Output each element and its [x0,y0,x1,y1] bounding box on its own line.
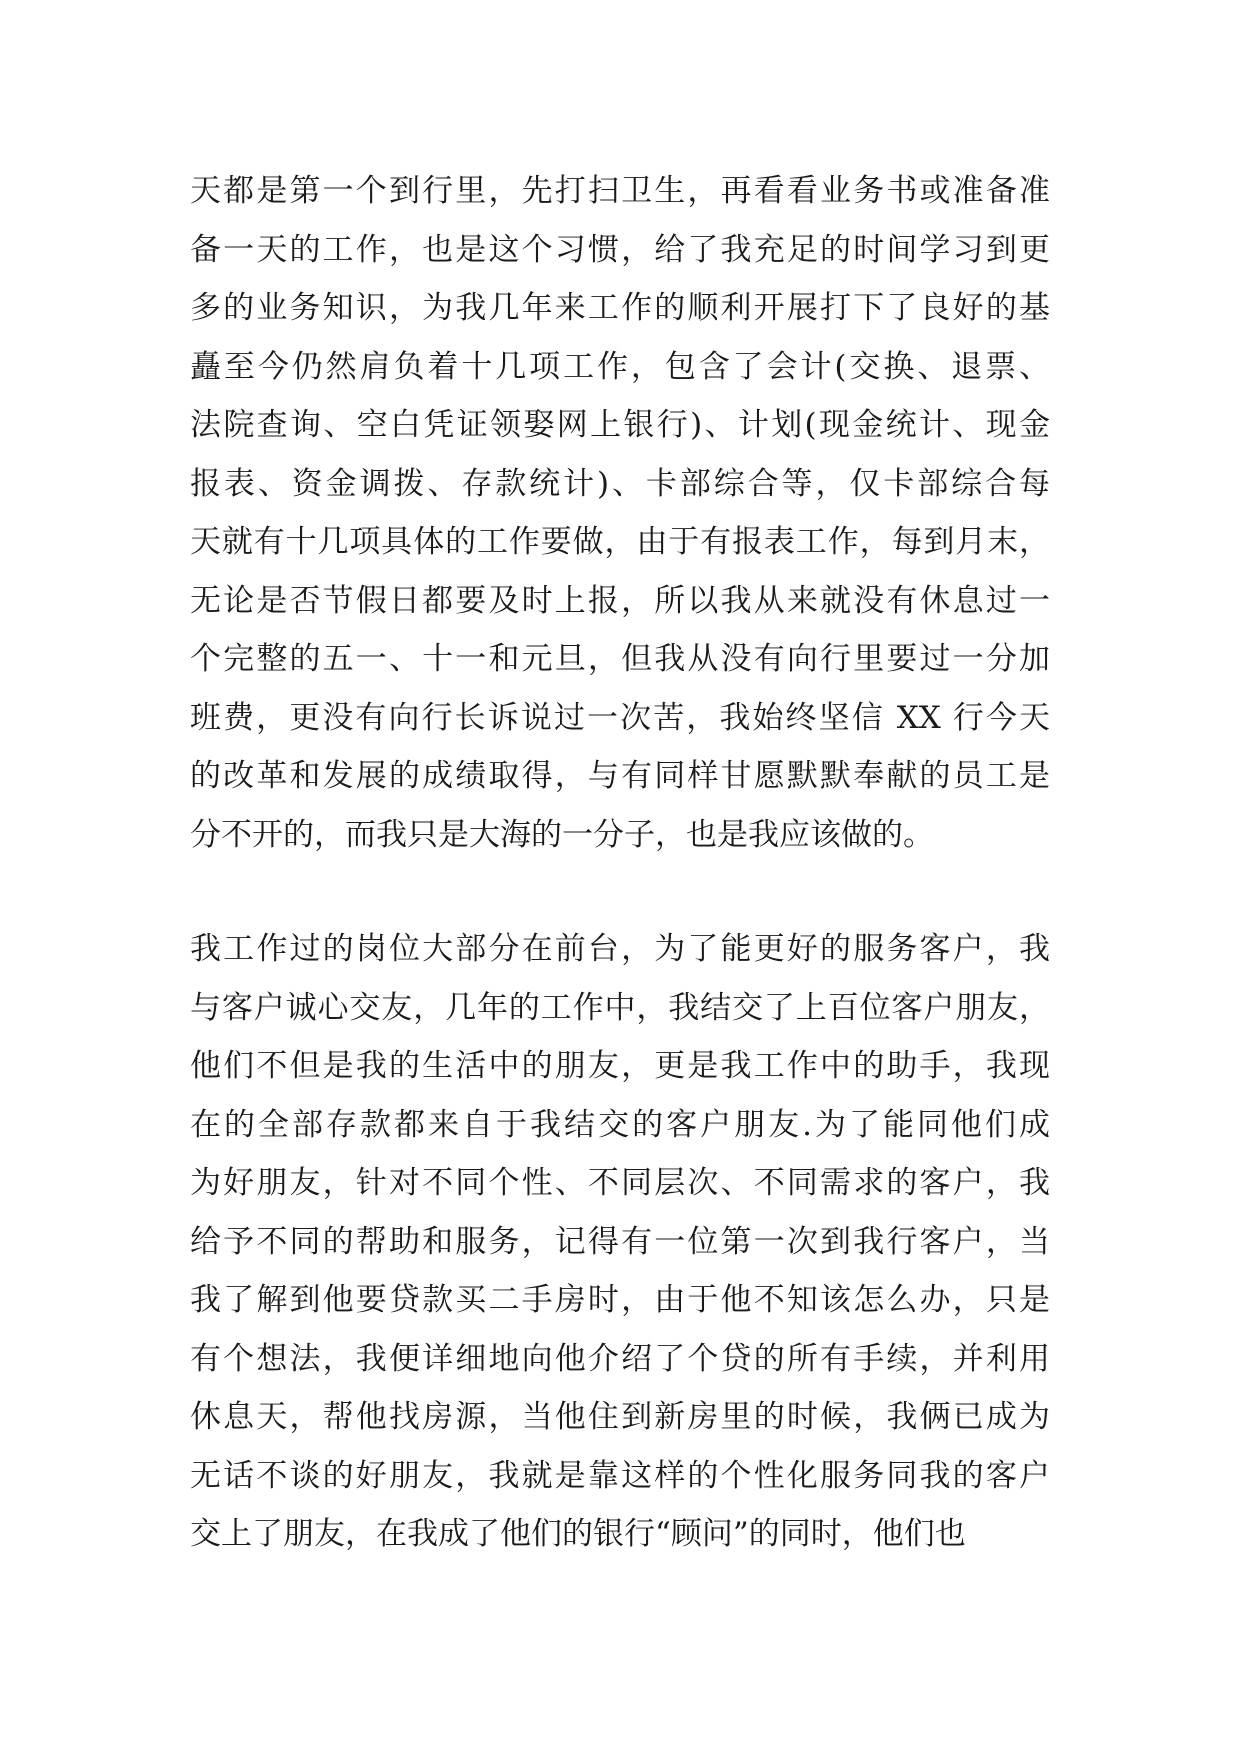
text-line: 我工作过的岗位大部分在前台，为了能更好的服务客户，我 [190,931,1050,967]
text-line: 多的业务知识，为我几年来工作的顺利开展打下了良好的基 [190,290,1050,326]
text-line: 天就有十几项具体的工作要做，由于有报表工作，每到月末， [190,524,1050,560]
text-line: 天都是第一个到行里，先打扫卫生，再看看业务书或准备准 [190,173,1050,209]
text-line: 交上了朋友，在我成了他们的银行“顾问”的同时，他们也 [190,1516,966,1552]
text-line: 分不开的，而我只是大海的一分子，也是我应该做的。 [190,816,934,853]
text-line: 休息天，帮他找房源，当他住到新房里的时候，我俩已成为 [190,1399,1050,1435]
paragraph-2 [190,920,1050,1564]
paragraph-1 [190,162,1050,864]
text-line: 的改革和发展的成绩取得，与有同样甘愿默默奉献的员工是 [190,758,1050,794]
text-line: 他们不但是我的生活中的朋友，更是我工作中的助手，我现 [190,1048,1050,1084]
text-line: 无话不谈的好朋友，我就是靠这样的个性化服务同我的客户 [190,1457,1050,1494]
text-line: 我了解到他要贷款买二手房时，由于他不知该怎么办，只是 [190,1282,1050,1318]
text-line: 法院查询、空白凭证领娶网上银行)、计划(现金统计、现金 [190,407,1050,443]
text-line: 给予不同的帮助和服务，记得有一位第一次到我行客户，当 [190,1223,1050,1260]
text-line: 有个想法，我便详细地向他介绍了个贷的所有手续，并利用 [190,1340,1050,1377]
text-line: 在的全部存款都来自于我结交的客户朋友.为了能同他们成 [190,1106,1050,1143]
text-line: 矗至今仍然肩负着十几项工作，包含了会计(交换、退票、 [190,348,1050,385]
text-line: 报表、资金调拨、存款统计)、卡部综合等，仅卡部综合每 [190,465,1050,502]
text-line: 个完整的五一、十一和元旦，但我从没有向行里要过一分加 [190,641,1050,677]
text-line: 为好朋友，针对不同个性、不同层次、不同需求的客户，我 [190,1165,1050,1201]
text-line: 无论是否节假日都要及时上报，所以我从来就没有休息过一 [190,582,1050,619]
text-line: 备一天的工作，也是这个习惯，给了我充足的时间学习到更 [190,231,1050,268]
text-line: 班费，更没有向行长诉说过一次苦，我始终坚信 XX 行今天 [190,699,1050,736]
text-line: 与客户诚心交友，几年的工作中，我结交了上百位客户朋友， [190,989,1050,1026]
